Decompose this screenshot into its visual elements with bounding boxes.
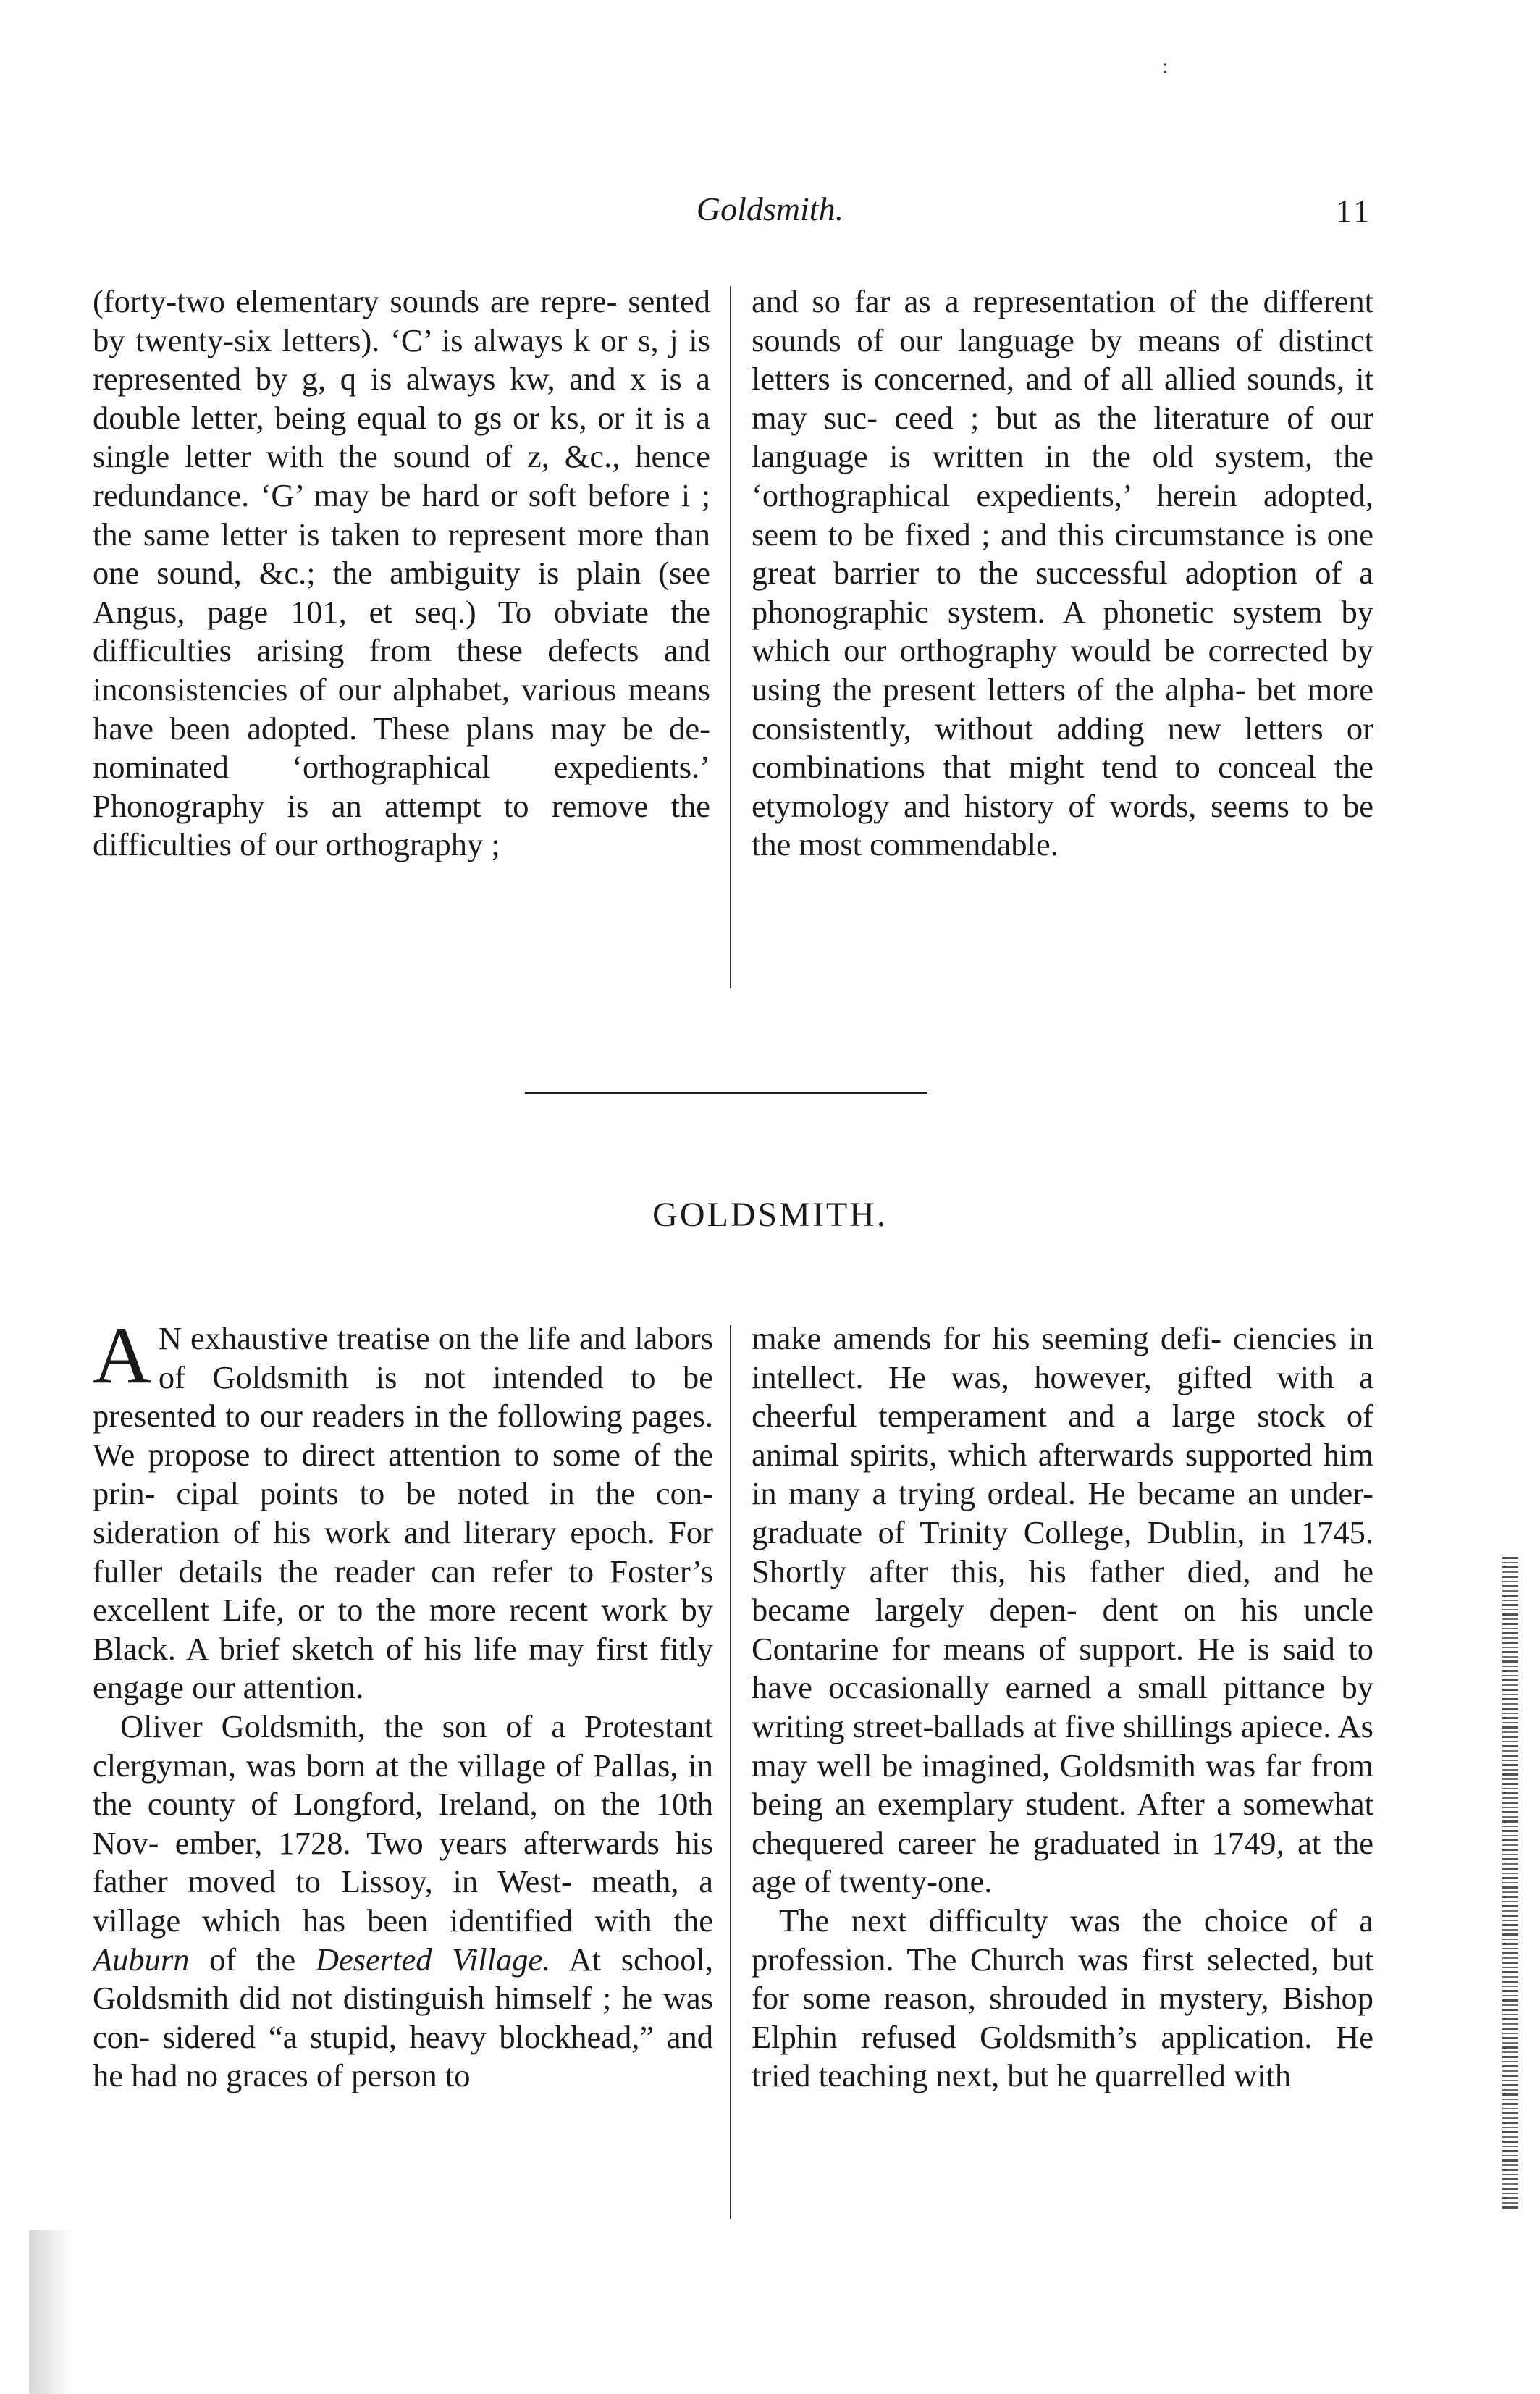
page-number: 11 bbox=[1336, 193, 1373, 229]
gutter-shadow bbox=[29, 2230, 72, 2394]
column-divider-bottom bbox=[730, 1325, 731, 2219]
title-auburn: Auburn bbox=[93, 1941, 190, 1978]
title-deserted-village: Deserted Village. bbox=[315, 1941, 551, 1978]
column-divider-top bbox=[730, 286, 731, 988]
top-right-column bbox=[752, 282, 1373, 865]
drop-cap: A bbox=[93, 1311, 151, 1400]
corner-mark: : bbox=[1162, 54, 1169, 78]
biography-text-part1: Oliver Goldsmith, the son of a Protestant clergyman, was born at the village of Pallas, in the county of Longford, Ireland, on the 10th Nov- ember, 1728. Two years afterwards his father moved to Lissoy, in West- meath, a village which has been identified with the bbox=[93, 1708, 713, 1939]
biography-text-part3: At school, Goldsmith did not distinguish himself ; he was con- sidered “a stupid, heavy blockhead,” and he had no graces of person to bbox=[93, 1941, 714, 2094]
top-right-paragraph: and so far as a representation of the different sounds of our language by means of distinct letters is concerned, and of all allied sounds, it may suc- ceed ; but as the literature of our language is written in the old system, the ‘orthographical expedients,’ herein adopted, seem to be fixed ; and this circumstance is one great barrier to the successful adoption of a phonographic system. A phonetic system by which our orthography would be corrected by using the present letters of the alpha- bet more consistently, without adding new letters or combinations that might tend to conceal the etymology and history of words, seems to be the most commendable. bbox=[752, 283, 1373, 863]
biography-text-part2: of the bbox=[209, 1941, 296, 1978]
bottom-right-column bbox=[752, 1319, 1373, 2096]
running-header-title: Goldsmith. bbox=[696, 190, 844, 227]
bottom-left-column bbox=[93, 1311, 714, 2096]
intro-paragraph bbox=[93, 1311, 713, 1708]
scan-edge-artifact bbox=[1502, 1557, 1518, 2209]
university-paragraph: make amends for his seeming defi- ciencies in intellect. He was, however, gifted with a cheerful temperament and a large stock of animal spirits, which afterwards supported him in many a trying ordeal. He became an under- graduate of Trinity College, Dublin, in 1745. Shortly after this, his father died, and he became largely depen- dent on his uncle Contarine for means of support. He is said to have occasionally earned a small pittance by writing street-ballads at five shillings apiece. As may well be imagined, Goldsmith was far from being an exemplary student. After a somewhat chequered career he graduated in 1749, at the age of twenty-one. bbox=[752, 1320, 1373, 1900]
biography-paragraph bbox=[93, 1708, 713, 2096]
profession-paragraph: The next difficulty was the choice of a profession. The Church was first selected, but for some reason, shrouded in mystery, Bishop Elphin refused Goldsmith’s application. He tried teaching next, but he quarrelled with bbox=[752, 1902, 1373, 2094]
top-left-column bbox=[93, 282, 710, 865]
section-heading: GOLDSMITH. bbox=[652, 1196, 888, 1234]
top-left-paragraph: (forty-two elementary sounds are repre- sented by twenty-six letters). ‘C’ is always k or s, j is represented by g, q is always kw, and x is a double letter, being equal to gs or ks, or it is a single letter with the sound of z, &c., hence redundance. ‘G’ may be hard or soft before i ; the same letter is taken to represent more than one sound, &c.; the ambiguity is plain (see Angus, page 101, et seq.) To obviate the difficulties arising from these defects and inconsistencies of our alphabet, various means have been adopted. These plans may be de- nominated ‘orthographical expedients.’ Phonography is an attempt to remove the difficulties of our orthography ; bbox=[93, 283, 710, 863]
intro-paragraph-text: N exhaustive treatise on the life and labors of Goldsmith is not intended to be presented to our readers in the following pages. We propose to direct attention to some of the prin- cipal points to be noted in the con- sideration of his work and literary epoch. For fuller details the reader can refer to Foster’s excellent Life, or to the more recent work by Black. A brief sketch of his life may first fitly engage our attention. bbox=[93, 1320, 713, 1706]
section-separator-rule bbox=[525, 1092, 927, 1094]
